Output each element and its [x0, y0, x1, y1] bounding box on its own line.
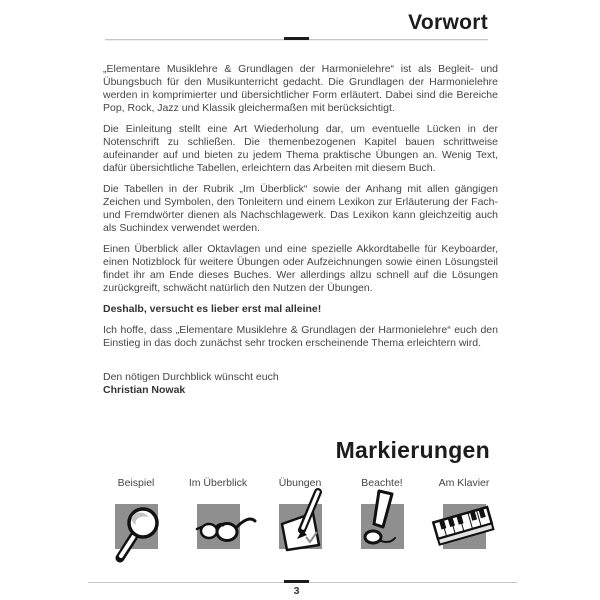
marker-beachte: [346, 477, 418, 549]
exclamation-icon-art: [348, 488, 418, 564]
exclamation-icon: [361, 504, 404, 549]
marker-im-ueberblick: [182, 477, 254, 549]
closing-paragraph: Ich hoffe, dass „Elementare Musiklehre & Grundlagen der Harmonielehre“ euch den Einstieg in das doch zunächst sehr trocken erscheinende Thema erleichtern wird.: [103, 324, 498, 349]
section-title: Markierungen: [335, 437, 490, 463]
header-center-dash: [284, 37, 309, 40]
magnifier-icon-art: [102, 488, 172, 564]
marker-legend: [100, 477, 500, 549]
preface-paragraph: Einen Überblick aller Oktavlagen und eine spezielle Akkordtabelle für Keyboarder, einen Notizblock für weitere Übungen oder Aufzeichnungen sowie einen Lösungsteil findet ihr am Ende dieses Buches. Wer allerdings allzu schnell auf die Lösungen zurückgreift, schwächt natürlich den Nutzen der Übungen.: [103, 243, 498, 294]
eyeglasses-icon-art: [184, 488, 254, 564]
emphasis-line: Deshalb, versucht es lieber erst mal alleine!: [103, 303, 322, 315]
marker-label: Beachte!: [361, 477, 403, 489]
signoff-line: Den nötigen Durchblick wünscht euch: [103, 371, 279, 383]
preface-paragraph: „Elementare Musiklehre & Grundlagen der Harmonielehre“ ist als Begleit- und Übungsbuch für den Musikunterricht gedacht. Die Grundlagen der Harmonielehre werden in komprimierter und übersichtlicher Form erläutert. Dabei sind die Bereiche Pop, Rock, Jazz und Klassik gleichermaßen mit berücksichtigt.: [103, 63, 498, 114]
eyeglasses-icon: [197, 504, 240, 549]
page-title: Vorwort: [408, 11, 488, 34]
piano-keys-icon-art: [430, 488, 500, 564]
footer-center-dash: [284, 580, 309, 583]
magnifier-icon: [115, 504, 158, 549]
preface-paragraph: Die Einleitung stellt eine Art Wiederholung dar, um eventuelle Lücken in der Notenschrift zu schließen. Die themenbezogenen Kapitel bauen schrittweise aufeinander auf und bieten zu jedem Thema praktische Übungen an. Wenig Text, dafür übersichtliche Tabellen, erleichtern das Arbeiten mit diesem Buch.: [103, 123, 498, 174]
author-name: Christian Nowak: [103, 384, 186, 396]
marker-uebungen: [264, 477, 336, 549]
page-number: 3: [293, 585, 300, 597]
marker-label: Übungen: [278, 477, 322, 489]
pencil-note-icon-art: [266, 488, 336, 564]
pencil-note-icon: [279, 504, 322, 549]
preface-text: [103, 63, 498, 397]
piano-keys-icon: [443, 504, 486, 549]
marker-beispiel: [100, 477, 172, 549]
marker-label: Am Klavier: [438, 477, 490, 489]
marker-label: Beispiel: [117, 477, 155, 489]
preface-paragraph: Die Tabellen in der Rubrik „Im Überblick“ sowie der Anhang mit allen gängigen Zeichen und Symbolen, den Tonleitern und einem Lexikon zur Erläuterung der Fach- und Fremdwörter dienen als Nachschlagewerk. Das Lexikon kann gleichzeitig auch als Suchindex verwendet werden.: [103, 183, 498, 234]
marker-label: Im Überblick: [188, 477, 248, 489]
marker-am-klavier: [428, 477, 500, 549]
